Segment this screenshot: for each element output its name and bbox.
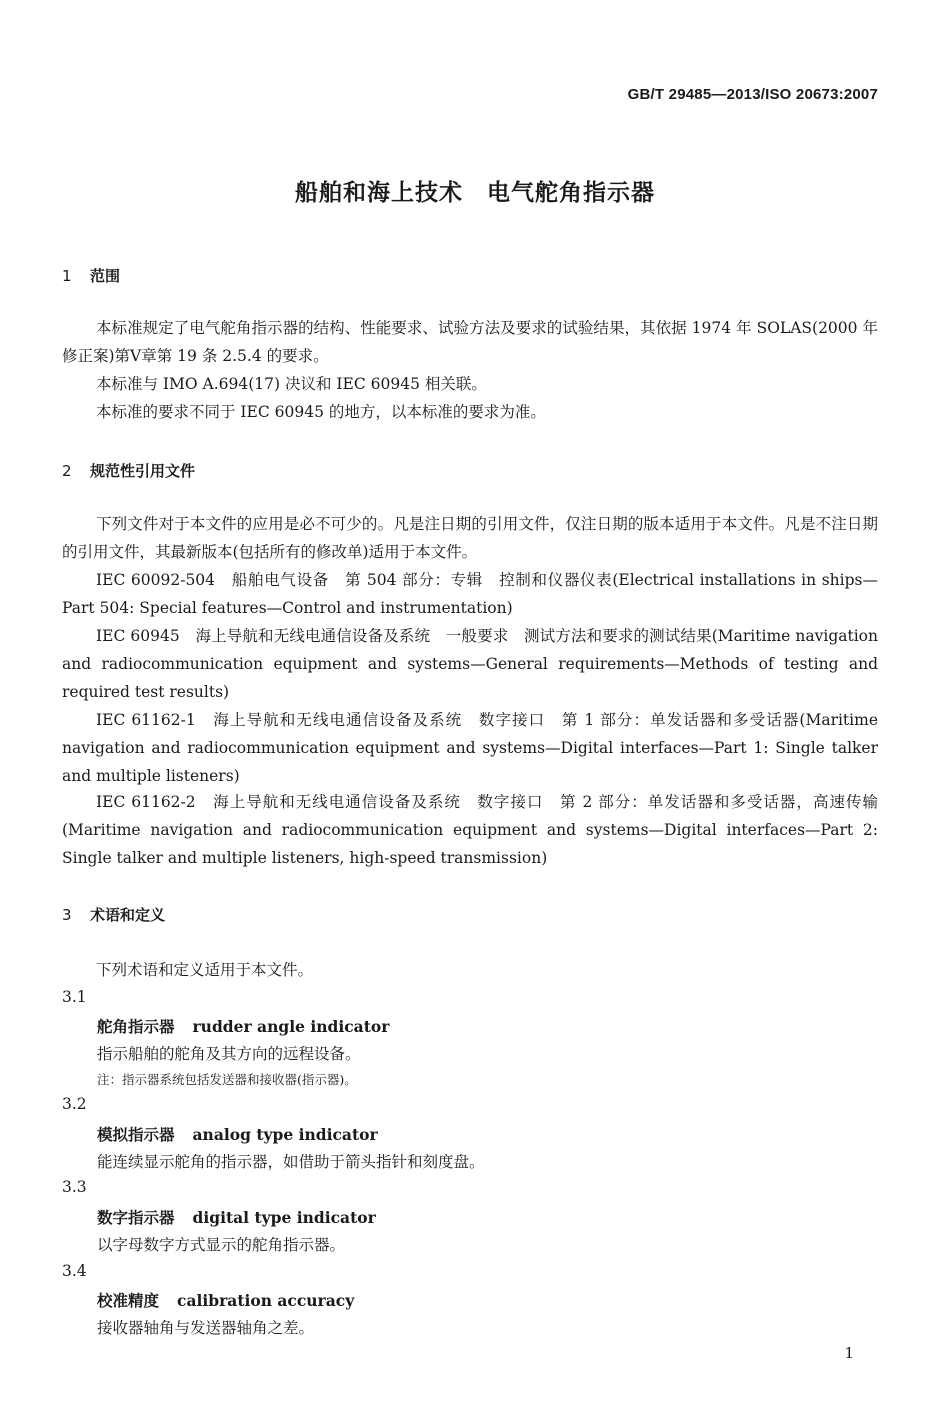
term-number: 3.1	[62, 988, 87, 1006]
term-name-en: digital type indicator	[192, 1208, 376, 1227]
section-1-number: 1	[62, 267, 72, 285]
section-2-heading	[62, 460, 195, 481]
term-name	[97, 1289, 354, 1311]
standard-code: GB/T 29485—2013/ISO 20673:2007	[627, 86, 878, 103]
reference-item: IEC 60945 海上导航和无线电通信设备及系统 一般要求 测试方法和要求的测试结果(Maritime navigation and radiocommunication equipment and systems—General requirements—Methods of testing and required test results)	[62, 627, 878, 701]
references-intro: 下列文件对于本文件的应用是必不可少的。凡是注日期的引用文件，仅注日期的版本适用于本文件。凡是不注日期的引用文件，其最新版本(包括所有的修改单)适用于本文件。	[62, 515, 878, 561]
term-name-zh: 舵角指示器	[97, 1018, 175, 1036]
term-definition: 指示船舶的舵角及其方向的远程设备。	[97, 1045, 361, 1063]
term-name-zh: 数字指示器	[97, 1209, 175, 1227]
terms-intro: 下列术语和定义适用于本文件。	[96, 961, 314, 979]
section-1-title: 范围	[90, 267, 121, 285]
section-3-title: 术语和定义	[90, 906, 166, 924]
term-name-en: calibration accuracy	[177, 1291, 355, 1310]
document-title: 船舶和海上技术 电气舵角指示器	[295, 180, 655, 206]
reference-item: IEC 61162-1 海上导航和无线电通信设备及系统 数字接口 第 1 部分：单发话器和多受话器(Maritime navigation and radiocommunication equipment and systems—Digital interfaces—Part 1: Single talker and multiple listeners)	[62, 711, 878, 785]
term-definition: 能连续显示舵角的指示器，如借助于箭头指针和刻度盘。	[97, 1153, 485, 1171]
scope-paragraph-3: 本标准的要求不同于 IEC 60945 的地方，以本标准的要求为准。	[96, 403, 546, 421]
term-number: 3.2	[62, 1095, 87, 1113]
term-name-en: analog type indicator	[192, 1125, 378, 1144]
term-name	[97, 1123, 378, 1145]
term-number: 3.4	[62, 1262, 87, 1280]
term-name	[97, 1015, 389, 1037]
page-number: 1	[844, 1344, 854, 1362]
section-2-title: 规范性引用文件	[90, 462, 196, 480]
section-2-number: 2	[62, 462, 72, 480]
term-name-zh: 校准精度	[97, 1292, 160, 1310]
scope-paragraph-2: 本标准与 IMO A.694(17) 决议和 IEC 60945 相关联。	[96, 375, 487, 393]
term-name	[97, 1206, 376, 1228]
term-name-zh: 模拟指示器	[97, 1126, 175, 1144]
section-3-heading	[62, 904, 165, 925]
term-number: 3.3	[62, 1178, 87, 1196]
section-3-number: 3	[62, 906, 72, 924]
term-name-en: rudder angle indicator	[192, 1017, 390, 1036]
term-definition: 接收器轴角与发送器轴角之差。	[97, 1319, 315, 1337]
section-1-heading	[62, 265, 120, 286]
scope-paragraph-1: 本标准规定了电气舵角指示器的结构、性能要求、试验方法及要求的试验结果，其依据 1974 年 SOLAS(2000 年修正案)第Ⅴ章第 19 条 2.5.4 的要求。	[62, 319, 878, 365]
term-note: 注：指示器系统包括发送器和接收器(指示器)。	[97, 1072, 357, 1087]
reference-item: IEC 61162-2 海上导航和无线电通信设备及系统 数字接口 第 2 部分：单发话器和多受话器，高速传输(Maritime navigation and radiocommunication equipment and systems—Digital interfaces—Part 2: Single talker and multiple listeners, high-speed transmission)	[62, 793, 878, 867]
term-definition: 以字母数字方式显示的舵角指示器。	[97, 1236, 346, 1254]
reference-item: IEC 60092-504 船舶电气设备 第 504 部分：专辑 控制和仪器仪表(Electrical installations in ships—Part 504: Special features—Control and instrumentation)	[62, 571, 878, 617]
